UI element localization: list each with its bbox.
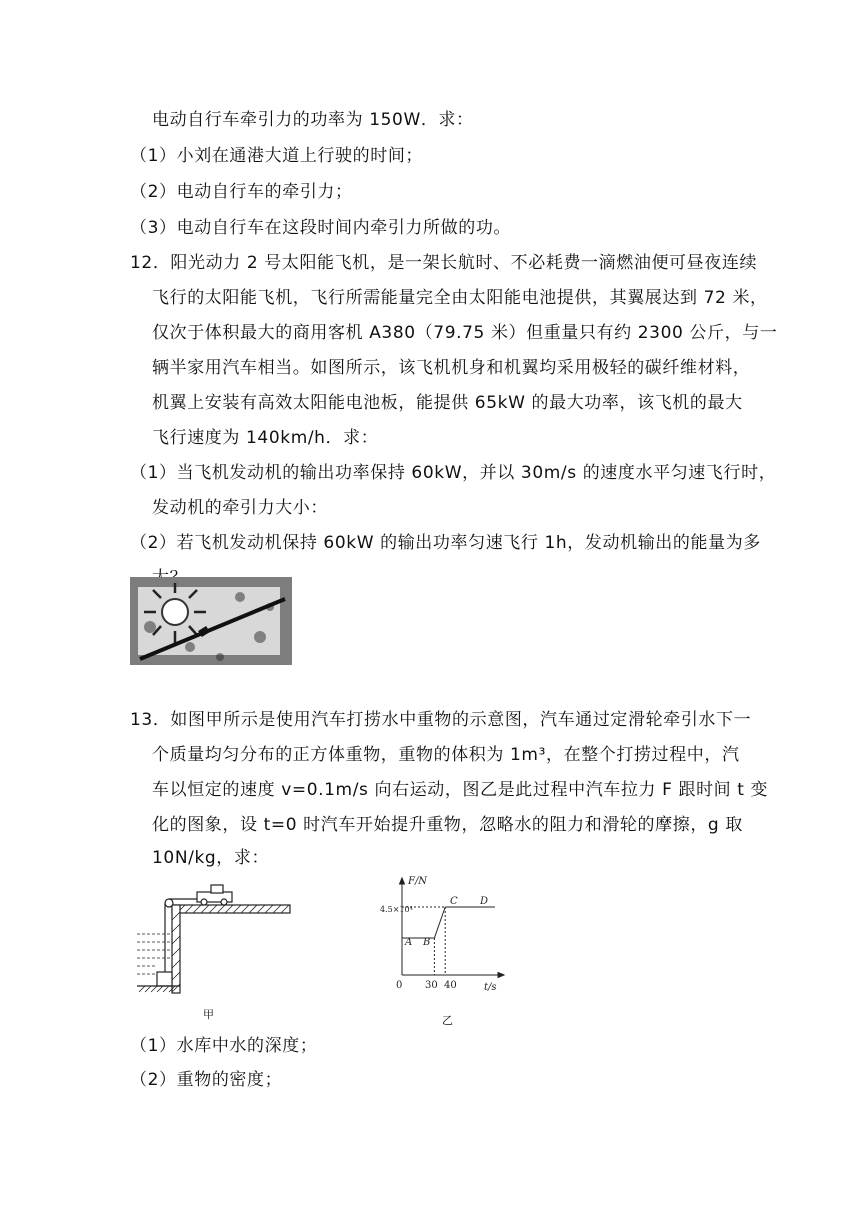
chart-ytick-label: 4.5×10⁴ <box>380 905 413 914</box>
q13-line-4: 化的图象，设 t=0 时汽车开始提升重物，忽略水的阻力和滑轮的摩擦，g 取 <box>152 815 743 835</box>
q12-sub-1b: 发动机的牵引力大小： <box>152 498 328 518</box>
solar-plane-image <box>130 577 292 665</box>
q11-line-1: 电动自行车牵引力的功率为 150W．求： <box>152 110 474 130</box>
q11-sub-2: （2）电动自行车的牵引力； <box>130 182 353 202</box>
truck-pulley-diagram <box>135 880 295 998</box>
q12-line-1: 12．阳光动力 2 号太阳能飞机，是一架长航时、不必耗费一滴燃油便可昼夜连续 <box>130 253 758 273</box>
segment-bc <box>434 907 445 938</box>
q13-line-2: 个质量均匀分布的正方体重物，重物的体积为 1m³，在整个打捞过程中，汽 <box>152 745 740 765</box>
q12-sub-1a: （1）当飞机发动机的输出功率保持 60kW，并以 30m/s 的速度水平匀速飞行时， <box>130 463 777 483</box>
q13-line-1: 13．如图甲所示是使用汽车打捞水中重物的示意图，汽车通过定滑轮牵引水下一 <box>130 710 752 730</box>
chart-ylabel: F/N <box>408 876 428 887</box>
q12-line-6: 飞行速度为 140km/h．求： <box>152 428 379 448</box>
q12-line-4: 辆半家用汽车相当。如图所示，该飞机机身和机翼均采用极轻的碳纤维材料， <box>152 358 751 378</box>
figure-yi-caption: 乙 <box>442 1014 453 1027</box>
q13-sub-1: （1）水库中水的深度； <box>130 1036 318 1056</box>
figure-jia-caption: 甲 <box>203 1008 214 1021</box>
q12-line-3: 仅次于体积最大的商用客机 A380（79.75 米）但重量只有约 2300 公斤，与一 <box>152 323 778 343</box>
q13-line-5: 10N/kg，求： <box>152 848 270 868</box>
chart-xtick-40: 40 <box>444 980 457 991</box>
chart-xtick-30: 30 <box>425 980 438 991</box>
q13-line-3: 车以恒定的速度 v=0.1m/s 向右运动，图乙是此过程中汽车拉力 F 跟时间 t 变 <box>152 780 769 800</box>
chart-point-label-d: D <box>480 896 489 907</box>
chart-point-label-a: A <box>405 937 413 948</box>
q11-sub-3: （3）电动自行车在这段时间内牵引力所做的功。 <box>130 218 512 238</box>
chart-xtick-0: 0 <box>396 980 403 991</box>
chart-point-label-c: C <box>450 896 458 907</box>
q12-line-5: 机翼上安装有高效太阳能电池板，能提供 65kW 的最大功率，该飞机的最大 <box>152 393 743 413</box>
chart-point-label-b: B <box>423 937 431 948</box>
force-time-chart <box>380 870 525 995</box>
q11-sub-1: （1）小刘在通港大道上行驶的时间； <box>130 146 424 166</box>
q12-sub-2a: （2）若飞机发动机保持 60kW 的输出功率匀速飞行 1h，发动机输出的能量为多 <box>130 533 761 553</box>
q12-line-2: 飞行的太阳能飞机，飞行所需能量完全由太阳能电池提供，其翼展达到 72 米， <box>152 288 768 308</box>
q13-sub-2: （2）重物的密度； <box>130 1070 283 1090</box>
chart-xlabel: t/s <box>484 982 497 993</box>
